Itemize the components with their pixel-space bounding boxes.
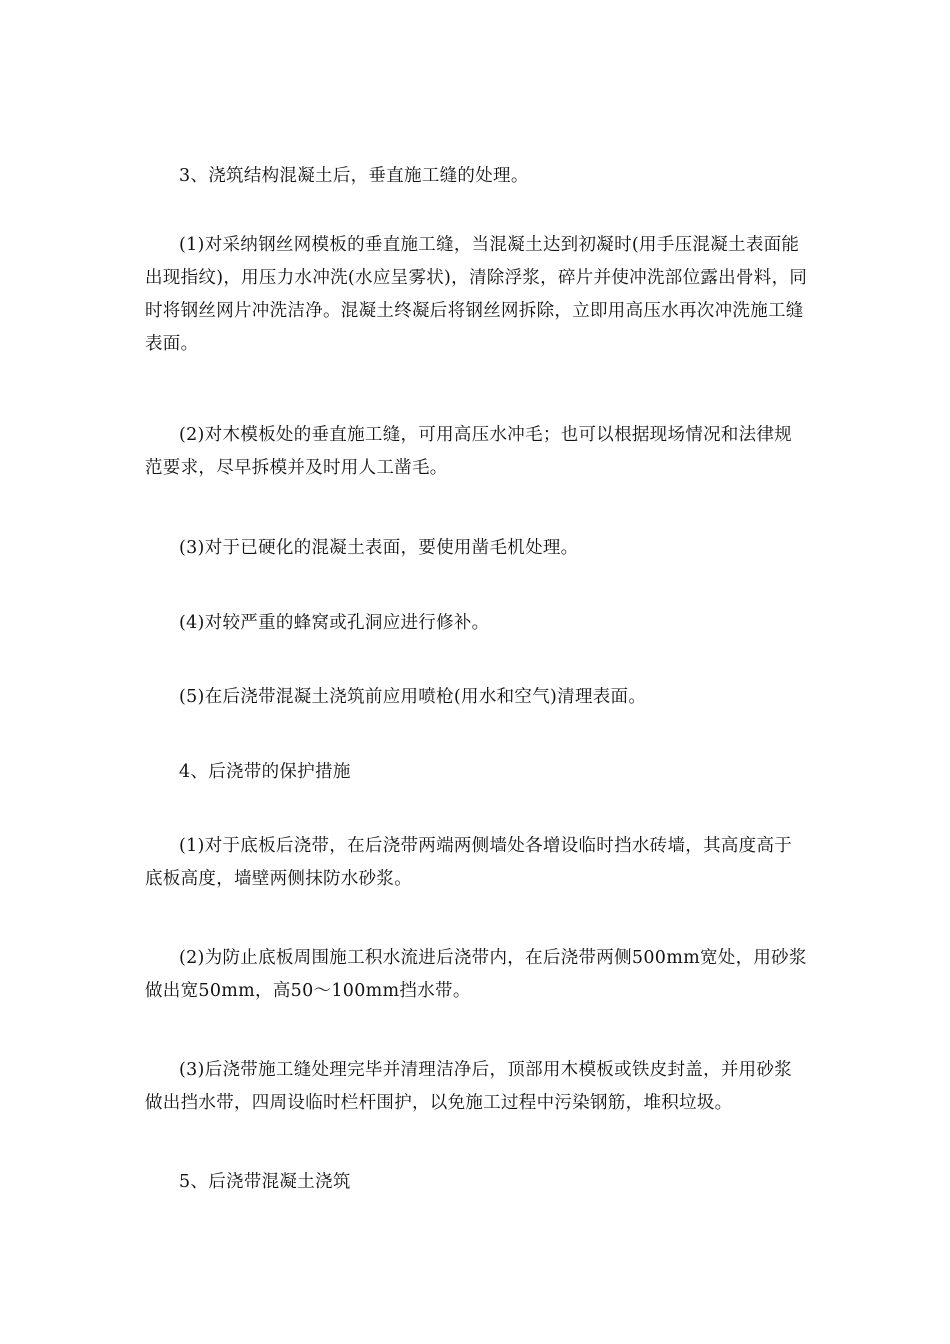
paragraph-3-2: (2)对木模板处的垂直施工缝，可用高压水冲毛；也可以根据现场情况和法律规范要求，尽早拆模并及时用人工凿毛。 <box>145 425 793 478</box>
paragraph-3-4: (4)对较严重的蜂窝或孔洞应进行修补。 <box>179 613 490 633</box>
section-heading-3: 3、浇筑结构混凝土后，垂直施工缝的处理。 <box>179 166 529 186</box>
section-heading-5: 5、后浇带混凝土浇筑 <box>179 1172 351 1192</box>
section-heading-4: 4、后浇带的保护措施 <box>179 762 351 782</box>
paragraph-4-1: (1)对于底板后浇带，在后浇带两端两侧墙处各增设临时挡水砖墙，其高度高于底板高度，墙壁两侧抹防水砂浆。 <box>145 836 793 889</box>
paragraph-4-3: (3)后浇带施工缝处理完毕并清理洁净后，顶部用木模板或铁皮封盖，并用砂浆做出挡水带，四周设临时栏杆围护，以免施工过程中污染钢筋，堆积垃圾。 <box>145 1060 793 1113</box>
paragraph-3-3: (3)对于已硬化的混凝土表面，要使用凿毛机处理。 <box>179 538 579 558</box>
paragraph-3-5: (5)在后浇带混凝土浇筑前应用喷枪(用水和空气)清理表面。 <box>179 687 647 707</box>
paragraph-4-2: (2)为防止底板周围施工积水流进后浇带内，在后浇带两侧500mm宽处，用砂浆做出宽50mm，高50～100mm挡水带。 <box>145 948 807 1001</box>
paragraph-3-1: (1)对采纳钢丝网模板的垂直施工缝，当混凝土达到初凝时(用手压混凝土表面能出现指纹)，用压力水冲洗(水应呈雾状)，清除浮浆，碎片并使冲洗部位露出骨料，同时将钢丝网片冲洗洁净。混凝土终凝后将钢丝网拆除，立即用高压水再次冲洗施工缝表面。 <box>145 235 808 354</box>
